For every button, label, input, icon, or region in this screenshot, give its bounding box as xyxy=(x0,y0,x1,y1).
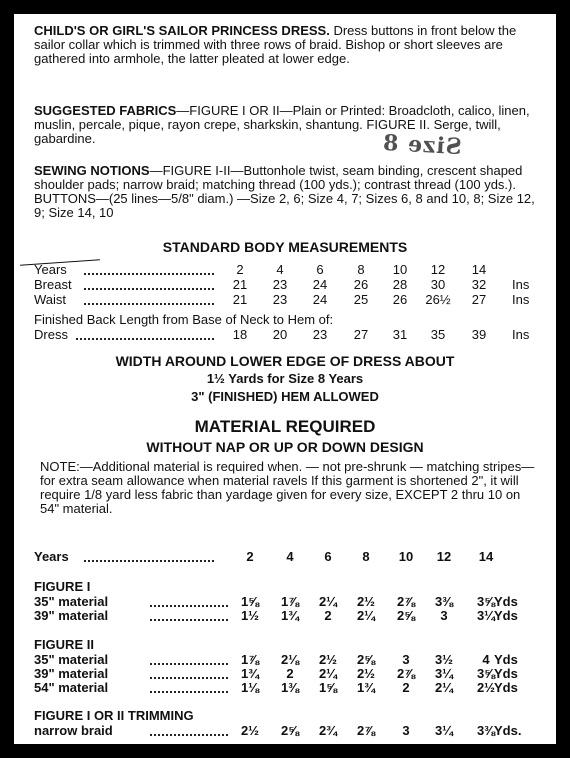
row-value: 2 xyxy=(286,666,294,681)
row-value: 12 xyxy=(430,262,446,277)
table-row xyxy=(14,263,556,278)
row-value: 2⅞ xyxy=(396,594,416,609)
row-unit: Yds xyxy=(494,594,518,609)
row-value: 8 xyxy=(357,262,365,277)
row-value: 2⅝ xyxy=(356,652,376,667)
row-value: 3⅜ xyxy=(476,723,496,738)
row-label: Breast xyxy=(34,277,72,292)
pattern-sheet xyxy=(14,14,556,744)
table-row xyxy=(14,328,556,343)
row-value: 23 xyxy=(272,292,288,307)
leader-dots xyxy=(150,691,228,693)
row-label: 35" material xyxy=(34,594,109,609)
row-value: 2½ xyxy=(318,652,338,667)
year-value: 12 xyxy=(436,549,452,564)
row-unit: Ins xyxy=(512,292,530,307)
row-unit: Yds xyxy=(494,680,518,695)
row-value: 4 xyxy=(482,652,490,667)
material-note: NOTE:—Additional material is required when. — not pre-shrunk — matching stripes—for extra seam allowance when material ravels If this garment is shortened 2", it will require 1/8 yard less fabric than yardage given for every size, EXCEPT 2 thru 10 on 54" material. xyxy=(40,459,535,516)
row-value: 1⅞ xyxy=(240,652,260,667)
row-unit: Yds xyxy=(494,666,518,681)
fabrics-lead: SUGGESTED FABRICS xyxy=(34,103,177,118)
table-row xyxy=(14,609,556,624)
size-stamp: Size 8 xyxy=(381,129,463,161)
row-value: 1⅝ xyxy=(318,680,338,695)
row-value: 2 xyxy=(402,680,410,695)
row-value: 3¼ xyxy=(434,723,454,738)
row-value: 2½ xyxy=(240,723,260,738)
width-yards: 1½ Yards for Size 8 Years xyxy=(206,371,364,386)
row-value: 26 xyxy=(392,292,408,307)
row-value: 2½ xyxy=(356,666,376,681)
row-value: 4 xyxy=(276,262,284,277)
row-value: 2⅝ xyxy=(280,723,300,738)
row-label: Waist xyxy=(34,292,67,307)
year-value: 4 xyxy=(286,549,294,564)
row-value: 1⅝ xyxy=(240,594,260,609)
row-value: 2⅝ xyxy=(396,608,416,623)
row-value: 18 xyxy=(232,327,248,342)
row-value: 3⅝ xyxy=(476,666,496,681)
row-value: 2⅞ xyxy=(356,723,376,738)
row-label: 35" material xyxy=(34,652,109,667)
row-label: Years xyxy=(34,262,67,277)
row-value: 3⅝ xyxy=(476,594,496,609)
row-unit: Yds. xyxy=(494,723,522,738)
material-title: MATERIAL REQUIRED xyxy=(194,417,376,436)
row-value: 30 xyxy=(430,277,446,292)
row-value: 2¾ xyxy=(318,723,338,738)
table-row xyxy=(14,278,556,293)
row-value: 1¾ xyxy=(280,608,300,623)
notions-lead: SEWING NOTIONS xyxy=(34,163,150,178)
row-label: 54" material xyxy=(34,680,109,695)
row-unit: Yds xyxy=(494,608,518,623)
leader-dots xyxy=(84,288,214,290)
width-title: WIDTH AROUND LOWER EDGE OF DRESS ABOUT xyxy=(115,353,455,369)
row-value: 21 xyxy=(232,292,248,307)
row-value: 2¼ xyxy=(318,666,338,681)
hem-allowance: 3" (FINISHED) HEM ALLOWED xyxy=(191,389,379,404)
row-value: 24 xyxy=(312,292,328,307)
row-value: 10 xyxy=(392,262,408,277)
year-value: 8 xyxy=(362,549,370,564)
leader-dots xyxy=(150,619,228,621)
row-label: Dress xyxy=(34,327,68,342)
row-value: 20 xyxy=(272,327,288,342)
row-value: 2⅛ xyxy=(280,652,300,667)
intro-text: Dress buttons in front below the sailor collar which is trimmed with three rows of braid. Bishop or short sleeves are gathered into armhole, the latter pleated at lower edge. xyxy=(34,23,517,66)
row-value: 3 xyxy=(402,652,410,667)
row-unit: Ins xyxy=(512,277,530,292)
row-value: 2 xyxy=(236,262,244,277)
row-value: 23 xyxy=(312,327,328,342)
years-label: Years xyxy=(34,549,69,564)
row-value: 31 xyxy=(392,327,408,342)
row-value: 32 xyxy=(471,277,487,292)
row-value: 39 xyxy=(471,327,487,342)
row-value: 2¼ xyxy=(356,608,376,623)
leader-dots xyxy=(76,338,214,340)
intro-lead: CHILD'S OR GIRL'S SAILOR PRINCESS DRESS. xyxy=(34,23,330,38)
row-value: 27 xyxy=(471,292,487,307)
row-value: 2¼ xyxy=(318,594,338,609)
row-value: 25 xyxy=(353,292,369,307)
notions-paragraph xyxy=(34,164,549,220)
row-value: 2¼ xyxy=(434,680,454,695)
leader-dots xyxy=(150,663,228,665)
intro-paragraph xyxy=(34,24,549,66)
leader-dots xyxy=(150,734,228,736)
row-value: 3 xyxy=(402,723,410,738)
row-value: 3¼ xyxy=(476,608,496,623)
row-value: 26 xyxy=(353,277,369,292)
year-value: 2 xyxy=(246,549,254,564)
leader-dots xyxy=(84,273,214,275)
row-value: 1⅛ xyxy=(240,680,260,695)
section-heading: FIGURE II xyxy=(34,637,94,652)
leader-dots xyxy=(84,560,214,562)
table-row xyxy=(14,293,556,308)
row-value: 28 xyxy=(392,277,408,292)
year-value: 10 xyxy=(398,549,414,564)
row-label: 39" material xyxy=(34,608,109,623)
row-value: 26½ xyxy=(425,292,451,307)
row-value: 1⅞ xyxy=(280,594,300,609)
notions-text: —FIGURE I-II—Buttonhole twist, seam binding, crescent shaped shoulder pads; narrow braid; matching thread (100 yds.); contrast thread (100 yds.). BUTTONS—(25 lines—5/8" diam.) —Size 2, 6; Size 4, 7; Sizes 6, 8 and 10, 8; Size 12, 9; Size 14, 10 xyxy=(34,163,535,220)
row-value: 2 xyxy=(324,608,332,623)
row-value: 2½ xyxy=(356,594,376,609)
leader-dots xyxy=(84,303,214,305)
year-value: 6 xyxy=(324,549,332,564)
body-measurements-title: STANDARD BODY MEASUREMENTS xyxy=(162,239,408,255)
row-value: 2⅞ xyxy=(396,666,416,681)
fabrics-text: —FIGURE I OR II—Plain or Printed: Broadcloth, calico, linen, muslin, percale, pique, rayon crepe, sharkskin, shantung. FIGURE II. Serge, twill, gabardine. xyxy=(34,103,530,146)
year-value: 14 xyxy=(478,549,494,564)
row-value: 3¼ xyxy=(434,666,454,681)
row-value: 21 xyxy=(232,277,248,292)
row-value: 3½ xyxy=(434,652,454,667)
row-value: 1⅜ xyxy=(280,680,300,695)
material-subtitle: WITHOUT NAP OR UP OR DOWN DESIGN xyxy=(146,439,424,455)
row-label: 39" material xyxy=(34,666,109,681)
leader-dots xyxy=(150,605,228,607)
section-heading: FIGURE I OR II TRIMMING xyxy=(34,708,194,723)
row-value: 23 xyxy=(272,277,288,292)
row-label: narrow braid xyxy=(34,723,113,738)
row-value: 24 xyxy=(312,277,328,292)
row-unit: Ins xyxy=(512,327,530,342)
section-heading: FIGURE I xyxy=(34,579,91,594)
table-row xyxy=(14,681,556,696)
row-value: 35 xyxy=(430,327,446,342)
years-header-row xyxy=(14,550,556,565)
row-value: 1¾ xyxy=(356,680,376,695)
row-value: 3 xyxy=(440,608,448,623)
row-value: 2½ xyxy=(476,680,496,695)
row-value: 1¾ xyxy=(240,666,260,681)
fabrics-paragraph xyxy=(34,104,549,146)
leader-dots xyxy=(150,677,228,679)
row-value: 1½ xyxy=(240,608,260,623)
row-value: 6 xyxy=(316,262,324,277)
back-length-label: Finished Back Length from Base of Neck to Hem of: xyxy=(34,312,334,327)
row-value: 27 xyxy=(353,327,369,342)
row-unit: Yds xyxy=(494,652,518,667)
table-row xyxy=(14,724,556,739)
row-value: 14 xyxy=(471,262,487,277)
row-value: 3⅜ xyxy=(434,594,454,609)
